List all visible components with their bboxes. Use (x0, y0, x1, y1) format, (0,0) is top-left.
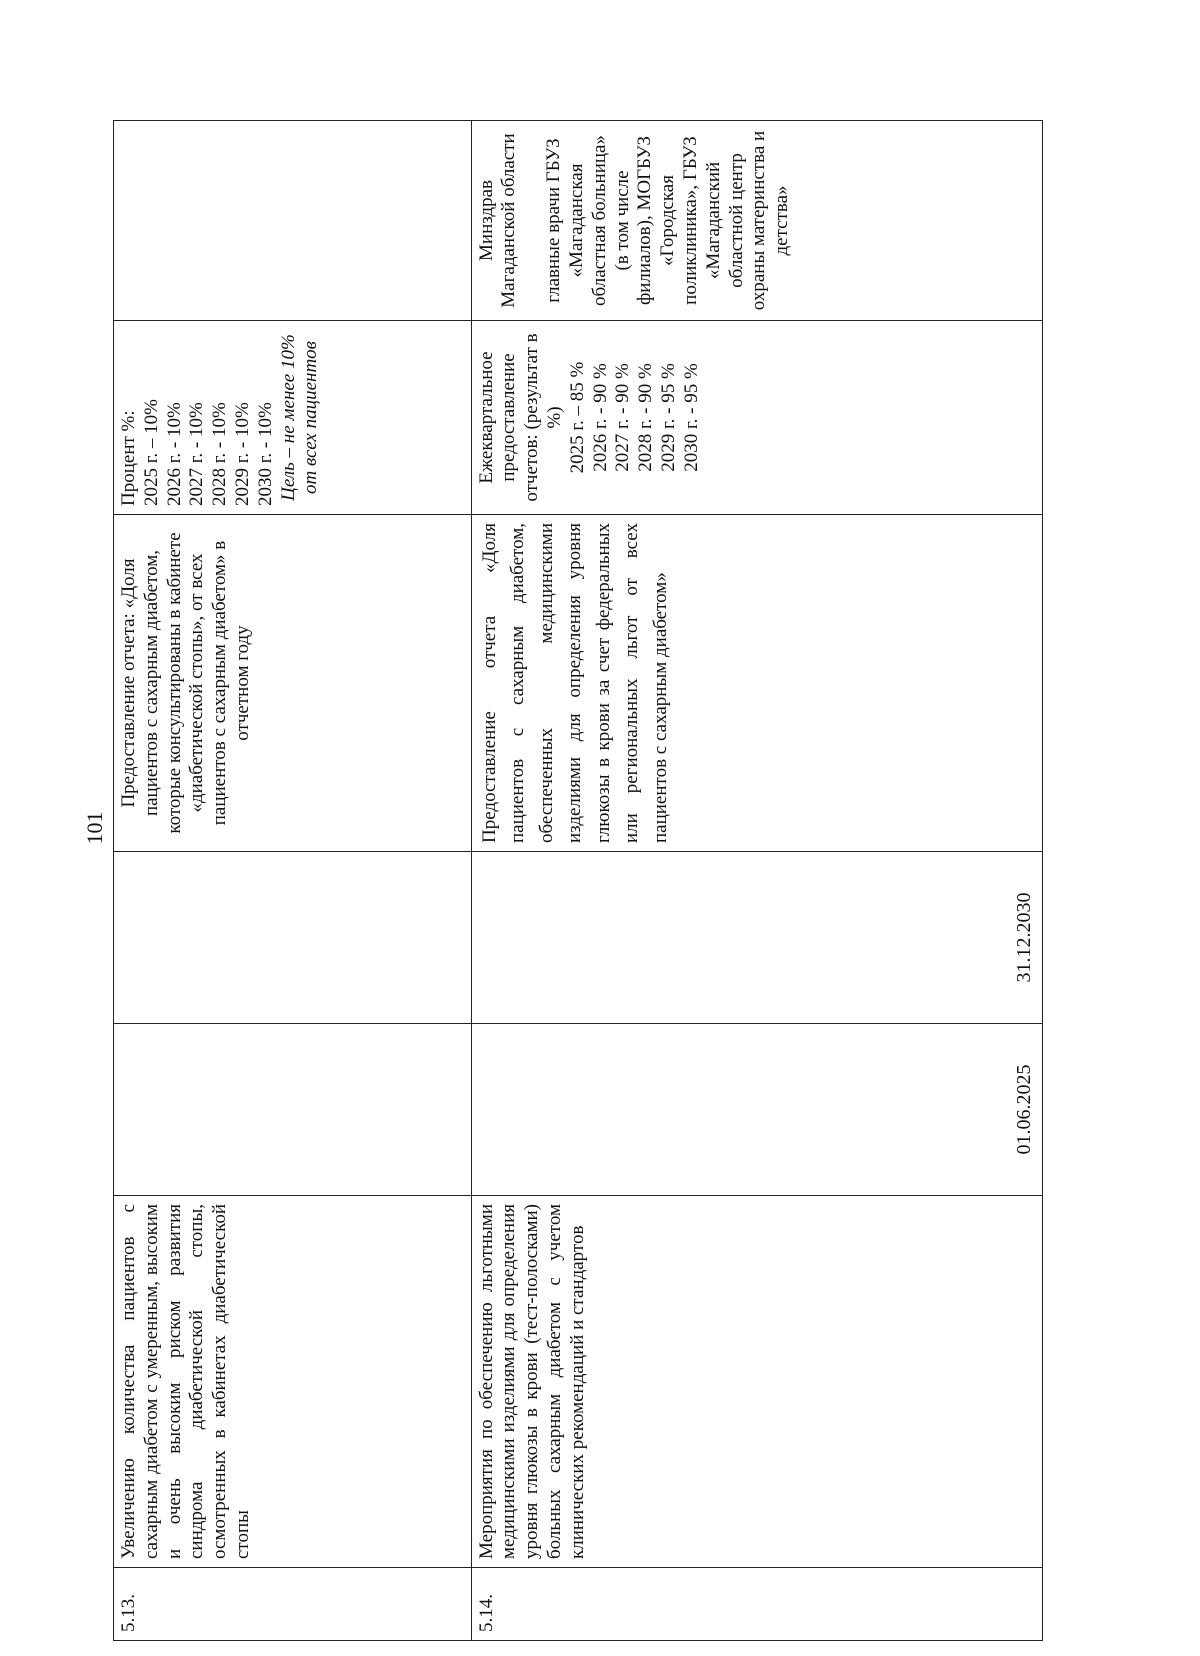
indicator-line: 2030 г. - 95 % (680, 363, 702, 472)
indicator-line: 2028 г. - 10% (209, 402, 231, 506)
expected-result: Предоставление отчета: «Доля пациентов с сахарным диабетом, которые консультированы в кабинете «диабетической стопы», от всех пациентов с сахарным диабетом» в отчетном году (114, 515, 472, 852)
indicator-line: 2029 г. - 10% (231, 402, 253, 506)
start-date (114, 1024, 472, 1196)
row-number: 5.13. (114, 1568, 472, 1641)
event-description: Мероприятия по обеспечению льготными медицинскими изделиями для определения уровня глюкозы в крови (тест-полосками) больных сахарным диабетом с учетом клинических рекомендаций и стандартов (471, 1196, 1042, 1568)
indicator-line: 2028 г. - 90 % (635, 363, 657, 472)
indicator-line: 2026 г. - 90 % (589, 363, 611, 472)
activities-table (113, 120, 1043, 1641)
indicator-values (114, 321, 472, 515)
expected-result: Предоставление отчета «Доля пациентов с сахарным диабетом, обеспеченных медицинскими изделиями для определения уровня глюкозы в крови за счет федеральных или региональных льгот от всех пациентов с сахарным диабетом» (471, 515, 1042, 852)
indicator-line: 2026 г. - 10% (163, 402, 185, 506)
table-container (113, 121, 1043, 1641)
indicator-line: 2025 г. – 85 % (566, 361, 588, 474)
indicator-values (471, 321, 1042, 515)
responsible (114, 121, 472, 321)
end-date (114, 852, 472, 1024)
end-date: 31.12.2030 (471, 852, 1042, 1024)
row-number: 5.14. (471, 1568, 1042, 1641)
indicator-goal: Цель – не менее 10% от всех пациентов (277, 334, 322, 501)
indicator-line: 2027 г. - 90 % (612, 363, 634, 472)
responsible-doctors: главные врачи ГБУЗ «Магаданская областная больница» (в том числе филиалов), МОГБУЗ «Городская поликлиника», ГБУЗ «Магаданский областной центр охраны материнства и детства» (543, 130, 793, 311)
indicator-line: 2030 г. - 10% (254, 402, 276, 506)
event-description: Увеличению количества пациентов с сахарным диабетом с умеренным, высоким и очень высоким риском развития синдрома диабетической стопы, осмотренных в кабинетах диабетической стопы (114, 1196, 472, 1568)
start-date: 01.06.2025 (471, 1024, 1042, 1196)
responsible-ministry: Минздрав Магаданской области (475, 133, 520, 308)
indicator-heading: Ежеквартальное предоставление отчетов: (результат в %) (475, 333, 566, 502)
page-number: 101 (82, 811, 107, 845)
table-row (114, 121, 472, 1641)
responsible (471, 121, 1042, 321)
indicator-line: 2029 г. - 95 % (658, 363, 679, 472)
indicator-line: 2027 г. - 10% (186, 402, 208, 506)
indicator-heading: Процент %: (118, 410, 139, 506)
table-row (471, 121, 1042, 1641)
indicator-line: 2025 г. – 10% (140, 399, 162, 506)
